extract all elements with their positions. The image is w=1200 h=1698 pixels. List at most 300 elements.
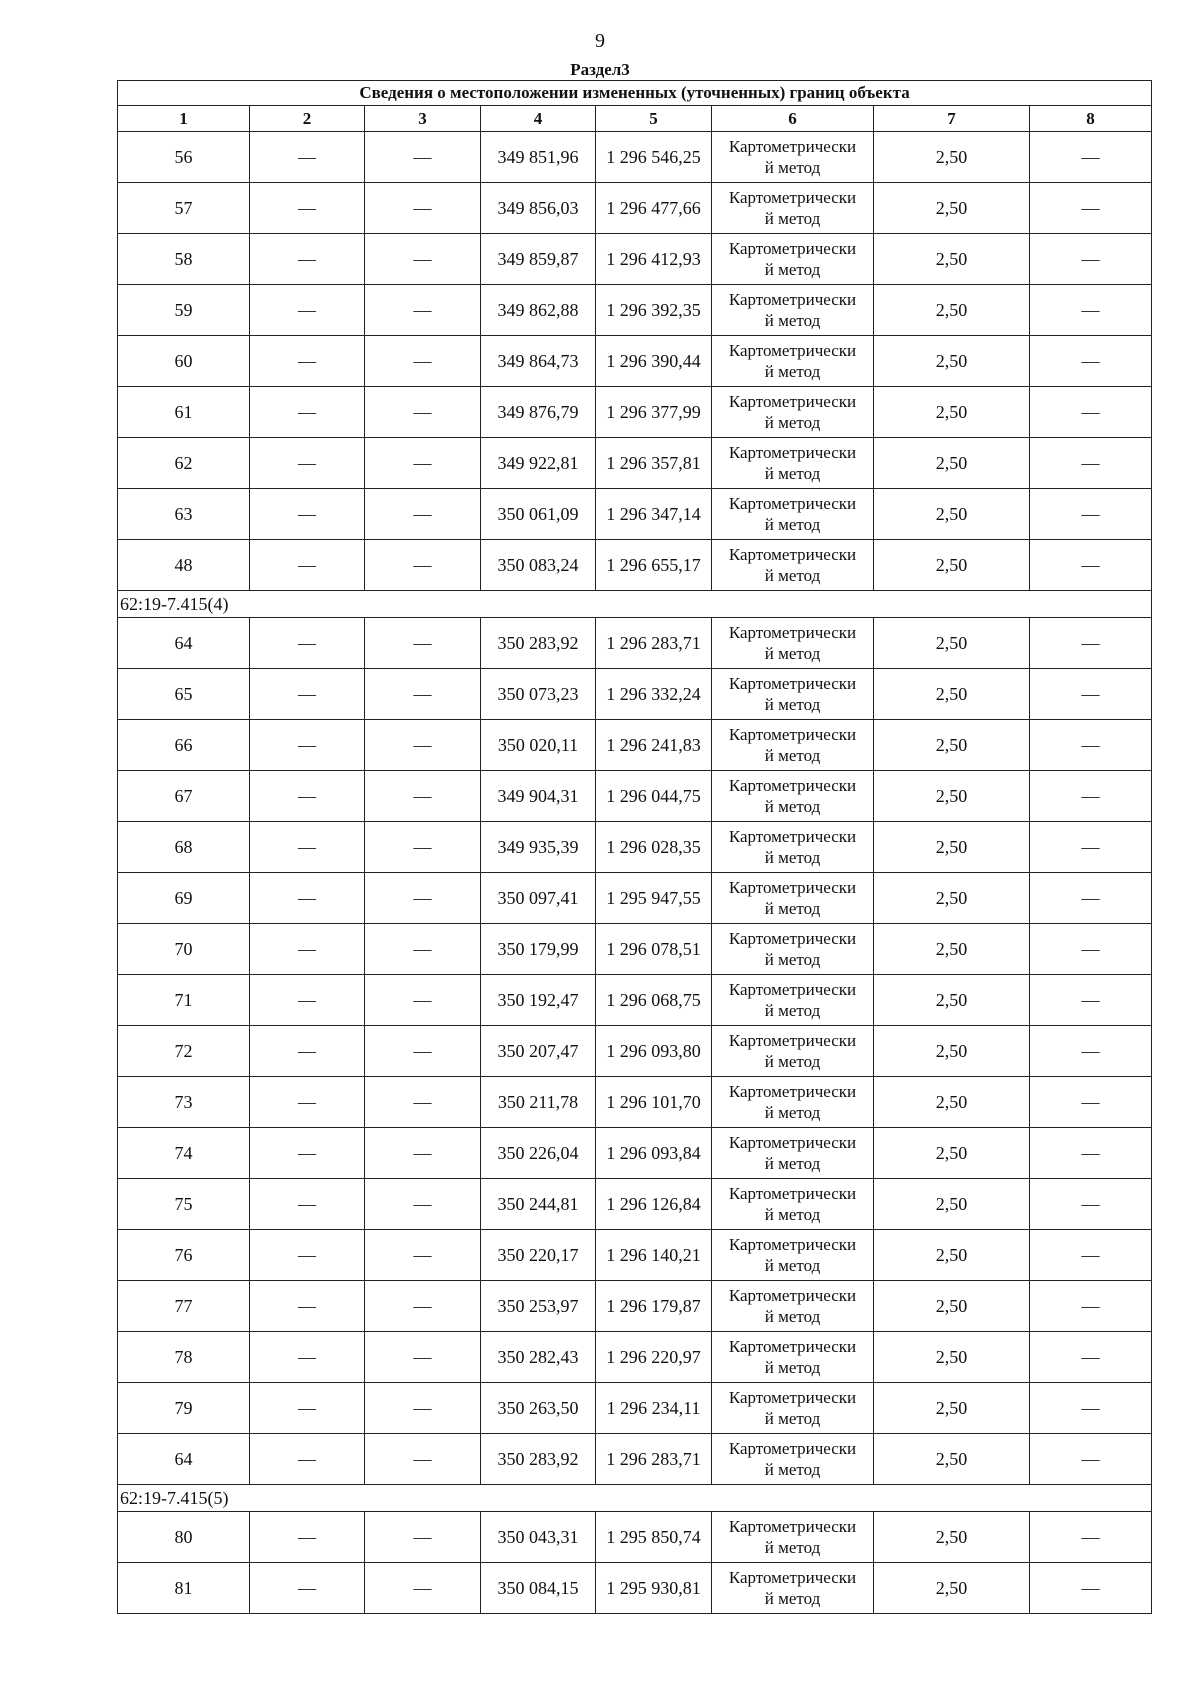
empty-cell: — xyxy=(365,1563,481,1614)
empty-cell: — xyxy=(365,540,481,591)
table-row xyxy=(118,1383,1152,1434)
method-cell xyxy=(712,183,874,234)
point-number: 60 xyxy=(118,336,250,387)
table-row xyxy=(118,1332,1152,1383)
column-number: 5 xyxy=(596,106,712,132)
empty-cell: — xyxy=(1030,873,1152,924)
coord-x: 349 904,31 xyxy=(481,771,596,822)
method-line: й метод xyxy=(764,464,821,483)
coord-y: 1 295 850,74 xyxy=(596,1512,712,1563)
table-row xyxy=(118,618,1152,669)
empty-cell: — xyxy=(1030,1512,1152,1563)
table-row xyxy=(118,924,1152,975)
method-cell xyxy=(712,1383,874,1434)
point-number: 80 xyxy=(118,1512,250,1563)
column-number: 2 xyxy=(250,106,365,132)
accuracy: 2,50 xyxy=(874,1383,1030,1434)
column-number: 3 xyxy=(365,106,481,132)
method-line: Картометрически xyxy=(728,1031,857,1050)
empty-cell: — xyxy=(365,1179,481,1230)
empty-cell: — xyxy=(250,669,365,720)
accuracy: 2,50 xyxy=(874,1434,1030,1485)
method-line: Картометрически xyxy=(728,1235,857,1254)
empty-cell: — xyxy=(250,1077,365,1128)
point-number: 81 xyxy=(118,1563,250,1614)
accuracy: 2,50 xyxy=(874,924,1030,975)
coord-y: 1 296 068,75 xyxy=(596,975,712,1026)
coord-y: 1 296 028,35 xyxy=(596,822,712,873)
accuracy: 2,50 xyxy=(874,336,1030,387)
accuracy: 2,50 xyxy=(874,1026,1030,1077)
method-line: Картометрически xyxy=(728,494,857,513)
empty-cell: — xyxy=(1030,618,1152,669)
point-number: 56 xyxy=(118,132,250,183)
method-cell xyxy=(712,387,874,438)
coord-y: 1 296 179,87 xyxy=(596,1281,712,1332)
point-number: 57 xyxy=(118,183,250,234)
method-cell xyxy=(712,1512,874,1563)
column-number-row xyxy=(118,106,1152,132)
coord-y: 1 296 234,11 xyxy=(596,1383,712,1434)
accuracy: 2,50 xyxy=(874,1563,1030,1614)
empty-cell: — xyxy=(250,183,365,234)
empty-cell: — xyxy=(365,234,481,285)
empty-cell: — xyxy=(365,183,481,234)
empty-cell: — xyxy=(250,822,365,873)
empty-cell: — xyxy=(365,132,481,183)
coord-y: 1 296 655,17 xyxy=(596,540,712,591)
table-row xyxy=(118,387,1152,438)
empty-cell: — xyxy=(250,1230,365,1281)
empty-cell: — xyxy=(250,1332,365,1383)
empty-cell: — xyxy=(1030,1026,1152,1077)
method-cell xyxy=(712,1179,874,1230)
table-row xyxy=(118,285,1152,336)
method-line: й метод xyxy=(764,1001,821,1020)
point-number: 76 xyxy=(118,1230,250,1281)
table-row xyxy=(118,438,1152,489)
method-cell xyxy=(712,771,874,822)
empty-cell: — xyxy=(250,1128,365,1179)
point-number: 61 xyxy=(118,387,250,438)
method-cell xyxy=(712,1332,874,1383)
method-line: й метод xyxy=(764,1256,821,1275)
coord-x: 350 061,09 xyxy=(481,489,596,540)
empty-cell: — xyxy=(365,771,481,822)
accuracy: 2,50 xyxy=(874,183,1030,234)
column-number: 8 xyxy=(1030,106,1152,132)
point-number: 67 xyxy=(118,771,250,822)
coord-y: 1 296 220,97 xyxy=(596,1332,712,1383)
table-row xyxy=(118,669,1152,720)
empty-cell: — xyxy=(1030,924,1152,975)
table-row xyxy=(118,540,1152,591)
table-row xyxy=(118,234,1152,285)
method-cell xyxy=(712,1077,874,1128)
method-cell xyxy=(712,669,874,720)
point-number: 58 xyxy=(118,234,250,285)
method-cell xyxy=(712,924,874,975)
accuracy: 2,50 xyxy=(874,975,1030,1026)
empty-cell: — xyxy=(1030,489,1152,540)
coord-y: 1 296 412,93 xyxy=(596,234,712,285)
table-row xyxy=(118,336,1152,387)
method-cell xyxy=(712,1281,874,1332)
method-line: Картометрически xyxy=(728,188,857,207)
accuracy: 2,50 xyxy=(874,1512,1030,1563)
accuracy: 2,50 xyxy=(874,234,1030,285)
method-cell xyxy=(712,234,874,285)
empty-cell: — xyxy=(365,336,481,387)
method-line: Картометрически xyxy=(728,929,857,948)
method-cell xyxy=(712,1230,874,1281)
table-row xyxy=(118,132,1152,183)
coord-x: 350 084,15 xyxy=(481,1563,596,1614)
coord-x: 350 220,17 xyxy=(481,1230,596,1281)
coord-y: 1 296 477,66 xyxy=(596,183,712,234)
empty-cell: — xyxy=(365,1077,481,1128)
method-cell xyxy=(712,1026,874,1077)
empty-cell: — xyxy=(365,438,481,489)
empty-cell: — xyxy=(1030,720,1152,771)
method-line: й метод xyxy=(764,1103,821,1122)
method-cell xyxy=(712,438,874,489)
method-line: Картометрически xyxy=(728,1133,857,1152)
method-line: й метод xyxy=(764,899,821,918)
accuracy: 2,50 xyxy=(874,438,1030,489)
method-line: Картометрически xyxy=(728,443,857,462)
empty-cell: — xyxy=(1030,1332,1152,1383)
point-number: 48 xyxy=(118,540,250,591)
method-line: Картометрически xyxy=(728,725,857,744)
coord-x: 350 282,43 xyxy=(481,1332,596,1383)
method-line: й метод xyxy=(764,1538,821,1557)
method-line: й метод xyxy=(764,566,821,585)
table-row xyxy=(118,1128,1152,1179)
empty-cell: — xyxy=(365,873,481,924)
method-cell xyxy=(712,489,874,540)
empty-cell: — xyxy=(365,1512,481,1563)
method-line: й метод xyxy=(764,209,821,228)
accuracy: 2,50 xyxy=(874,489,1030,540)
accuracy: 2,50 xyxy=(874,132,1030,183)
empty-cell: — xyxy=(1030,540,1152,591)
empty-cell: — xyxy=(365,618,481,669)
empty-cell: — xyxy=(1030,1179,1152,1230)
accuracy: 2,50 xyxy=(874,1179,1030,1230)
empty-cell: — xyxy=(250,438,365,489)
coord-y: 1 296 347,14 xyxy=(596,489,712,540)
table-row xyxy=(118,1281,1152,1332)
point-number: 66 xyxy=(118,720,250,771)
empty-cell: — xyxy=(250,132,365,183)
accuracy: 2,50 xyxy=(874,1128,1030,1179)
empty-cell: — xyxy=(250,924,365,975)
coord-x: 350 083,24 xyxy=(481,540,596,591)
empty-cell: — xyxy=(365,1230,481,1281)
point-number: 75 xyxy=(118,1179,250,1230)
method-line: Картометрически xyxy=(728,1337,857,1356)
method-line: й метод xyxy=(764,1154,821,1173)
coord-x: 350 244,81 xyxy=(481,1179,596,1230)
method-line: й метод xyxy=(764,1460,821,1479)
method-cell xyxy=(712,873,874,924)
empty-cell: — xyxy=(250,771,365,822)
empty-cell: — xyxy=(365,822,481,873)
empty-cell: — xyxy=(250,285,365,336)
coord-x: 349 935,39 xyxy=(481,822,596,873)
empty-cell: — xyxy=(1030,1434,1152,1485)
method-cell xyxy=(712,720,874,771)
empty-cell: — xyxy=(250,1179,365,1230)
accuracy: 2,50 xyxy=(874,1077,1030,1128)
coord-x: 349 864,73 xyxy=(481,336,596,387)
method-line: й метод xyxy=(764,695,821,714)
point-number: 77 xyxy=(118,1281,250,1332)
point-number: 59 xyxy=(118,285,250,336)
coord-y: 1 296 078,51 xyxy=(596,924,712,975)
column-number: 7 xyxy=(874,106,1030,132)
coord-x: 350 043,31 xyxy=(481,1512,596,1563)
empty-cell: — xyxy=(1030,822,1152,873)
empty-cell: — xyxy=(1030,1128,1152,1179)
method-line: й метод xyxy=(764,515,821,534)
empty-cell: — xyxy=(365,1128,481,1179)
point-number: 79 xyxy=(118,1383,250,1434)
coord-x: 350 283,92 xyxy=(481,618,596,669)
point-number: 71 xyxy=(118,975,250,1026)
empty-cell: — xyxy=(250,489,365,540)
method-line: Картометрически xyxy=(728,290,857,309)
empty-cell: — xyxy=(250,873,365,924)
accuracy: 2,50 xyxy=(874,618,1030,669)
coord-y: 1 296 546,25 xyxy=(596,132,712,183)
empty-cell: — xyxy=(250,975,365,1026)
empty-cell: — xyxy=(250,1563,365,1614)
empty-cell: — xyxy=(365,1026,481,1077)
method-cell xyxy=(712,1434,874,1485)
empty-cell: — xyxy=(1030,1383,1152,1434)
method-line: Картометрически xyxy=(728,1439,857,1458)
empty-cell: — xyxy=(250,1434,365,1485)
table-row xyxy=(118,1179,1152,1230)
point-number: 78 xyxy=(118,1332,250,1383)
method-line: й метод xyxy=(764,413,821,432)
coord-y: 1 295 930,81 xyxy=(596,1563,712,1614)
empty-cell: — xyxy=(1030,1077,1152,1128)
accuracy: 2,50 xyxy=(874,822,1030,873)
empty-cell: — xyxy=(1030,438,1152,489)
empty-cell: — xyxy=(1030,669,1152,720)
method-line: й метод xyxy=(764,950,821,969)
column-number: 1 xyxy=(118,106,250,132)
table-row xyxy=(118,183,1152,234)
column-number: 6 xyxy=(712,106,874,132)
boundary-table xyxy=(117,80,1152,1614)
group-label: 62:19-7.415(5) xyxy=(118,1485,1152,1512)
table-row xyxy=(118,975,1152,1026)
table-row xyxy=(118,1230,1152,1281)
coord-y: 1 296 044,75 xyxy=(596,771,712,822)
method-line: й метод xyxy=(764,311,821,330)
empty-cell: — xyxy=(1030,183,1152,234)
point-number: 65 xyxy=(118,669,250,720)
empty-cell: — xyxy=(365,720,481,771)
empty-cell: — xyxy=(250,1281,365,1332)
empty-cell: — xyxy=(365,924,481,975)
empty-cell: — xyxy=(250,618,365,669)
point-number: 68 xyxy=(118,822,250,873)
coord-x: 350 211,78 xyxy=(481,1077,596,1128)
coord-x: 349 862,88 xyxy=(481,285,596,336)
empty-cell: — xyxy=(365,1383,481,1434)
coord-y: 1 296 332,24 xyxy=(596,669,712,720)
method-line: Картометрически xyxy=(728,776,857,795)
method-line: Картометрически xyxy=(728,239,857,258)
point-number: 70 xyxy=(118,924,250,975)
method-line: Картометрически xyxy=(728,545,857,564)
accuracy: 2,50 xyxy=(874,1332,1030,1383)
group-label: 62:19-7.415(4) xyxy=(118,591,1152,618)
method-line: Картометрически xyxy=(728,1388,857,1407)
coord-y: 1 296 241,83 xyxy=(596,720,712,771)
accuracy: 2,50 xyxy=(874,1230,1030,1281)
empty-cell: — xyxy=(1030,387,1152,438)
method-line: Картометрически xyxy=(728,341,857,360)
empty-cell: — xyxy=(1030,132,1152,183)
empty-cell: — xyxy=(1030,336,1152,387)
table-body xyxy=(118,132,1152,1614)
empty-cell: — xyxy=(1030,285,1152,336)
empty-cell: — xyxy=(365,1281,481,1332)
method-line: Картометрически xyxy=(728,623,857,642)
empty-cell: — xyxy=(365,1332,481,1383)
coord-y: 1 296 357,81 xyxy=(596,438,712,489)
method-cell xyxy=(712,1128,874,1179)
empty-cell: — xyxy=(250,720,365,771)
empty-cell: — xyxy=(365,1434,481,1485)
table-row xyxy=(118,771,1152,822)
coord-y: 1 296 377,99 xyxy=(596,387,712,438)
method-line: Картометрически xyxy=(728,1184,857,1203)
method-line: Картометрически xyxy=(728,1517,857,1536)
point-number: 74 xyxy=(118,1128,250,1179)
empty-cell: — xyxy=(1030,771,1152,822)
empty-cell: — xyxy=(250,234,365,285)
method-cell xyxy=(712,1563,874,1614)
method-line: Картометрически xyxy=(728,827,857,846)
method-cell xyxy=(712,285,874,336)
method-line: й метод xyxy=(764,1307,821,1326)
point-number: 73 xyxy=(118,1077,250,1128)
accuracy: 2,50 xyxy=(874,540,1030,591)
coord-x: 349 922,81 xyxy=(481,438,596,489)
coord-x: 350 283,92 xyxy=(481,1434,596,1485)
empty-cell: — xyxy=(250,336,365,387)
coord-x: 350 097,41 xyxy=(481,873,596,924)
point-number: 69 xyxy=(118,873,250,924)
method-line: й метод xyxy=(764,1409,821,1428)
accuracy: 2,50 xyxy=(874,285,1030,336)
empty-cell: — xyxy=(250,1026,365,1077)
empty-cell: — xyxy=(250,387,365,438)
method-line: й метод xyxy=(764,1589,821,1608)
method-line: Картометрически xyxy=(728,674,857,693)
coord-y: 1 296 392,35 xyxy=(596,285,712,336)
coord-x: 350 073,23 xyxy=(481,669,596,720)
method-line: Картометрически xyxy=(728,980,857,999)
table-row xyxy=(118,1026,1152,1077)
coord-x: 349 876,79 xyxy=(481,387,596,438)
empty-cell: — xyxy=(365,669,481,720)
coord-y: 1 295 947,55 xyxy=(596,873,712,924)
method-line: Картометрически xyxy=(728,1082,857,1101)
empty-cell: — xyxy=(1030,1563,1152,1614)
method-line: й метод xyxy=(764,1052,821,1071)
point-number: 63 xyxy=(118,489,250,540)
section-title: Раздел3 xyxy=(570,60,630,79)
coord-y: 1 296 283,71 xyxy=(596,618,712,669)
coord-y: 1 296 390,44 xyxy=(596,336,712,387)
point-number: 64 xyxy=(118,618,250,669)
coord-x: 349 856,03 xyxy=(481,183,596,234)
method-line: Картометрически xyxy=(728,878,857,897)
empty-cell: — xyxy=(250,1383,365,1434)
method-line: й метод xyxy=(764,260,821,279)
point-number: 72 xyxy=(118,1026,250,1077)
empty-cell: — xyxy=(365,975,481,1026)
accuracy: 2,50 xyxy=(874,720,1030,771)
coord-x: 350 192,47 xyxy=(481,975,596,1026)
accuracy: 2,50 xyxy=(874,669,1030,720)
coord-y: 1 296 093,84 xyxy=(596,1128,712,1179)
point-number: 64 xyxy=(118,1434,250,1485)
group-header-row xyxy=(118,1485,1152,1512)
empty-cell: — xyxy=(1030,234,1152,285)
table-row xyxy=(118,1434,1152,1485)
method-line: Картометрически xyxy=(728,137,857,156)
coord-x: 350 263,50 xyxy=(481,1383,596,1434)
coord-y: 1 296 093,80 xyxy=(596,1026,712,1077)
empty-cell: — xyxy=(1030,975,1152,1026)
method-line: Картометрически xyxy=(728,392,857,411)
table-row xyxy=(118,1512,1152,1563)
empty-cell: — xyxy=(365,489,481,540)
table-row xyxy=(118,1077,1152,1128)
coord-x: 350 226,04 xyxy=(481,1128,596,1179)
method-cell xyxy=(712,975,874,1026)
method-line: й метод xyxy=(764,158,821,177)
coord-x: 350 179,99 xyxy=(481,924,596,975)
method-cell xyxy=(712,540,874,591)
method-line: й метод xyxy=(764,644,821,663)
empty-cell: — xyxy=(365,285,481,336)
method-line: й метод xyxy=(764,1205,821,1224)
empty-cell: — xyxy=(1030,1230,1152,1281)
table-caption: Сведения о местоположении измененных (уточненных) границ объекта xyxy=(118,81,1152,106)
method-cell xyxy=(712,132,874,183)
coord-x: 349 851,96 xyxy=(481,132,596,183)
method-line: й метод xyxy=(764,1358,821,1377)
method-line: й метод xyxy=(764,848,821,867)
coord-y: 1 296 140,21 xyxy=(596,1230,712,1281)
accuracy: 2,50 xyxy=(874,771,1030,822)
accuracy: 2,50 xyxy=(874,1281,1030,1332)
accuracy: 2,50 xyxy=(874,387,1030,438)
method-line: Картометрически xyxy=(728,1286,857,1305)
empty-cell: — xyxy=(1030,1281,1152,1332)
coord-y: 1 296 101,70 xyxy=(596,1077,712,1128)
